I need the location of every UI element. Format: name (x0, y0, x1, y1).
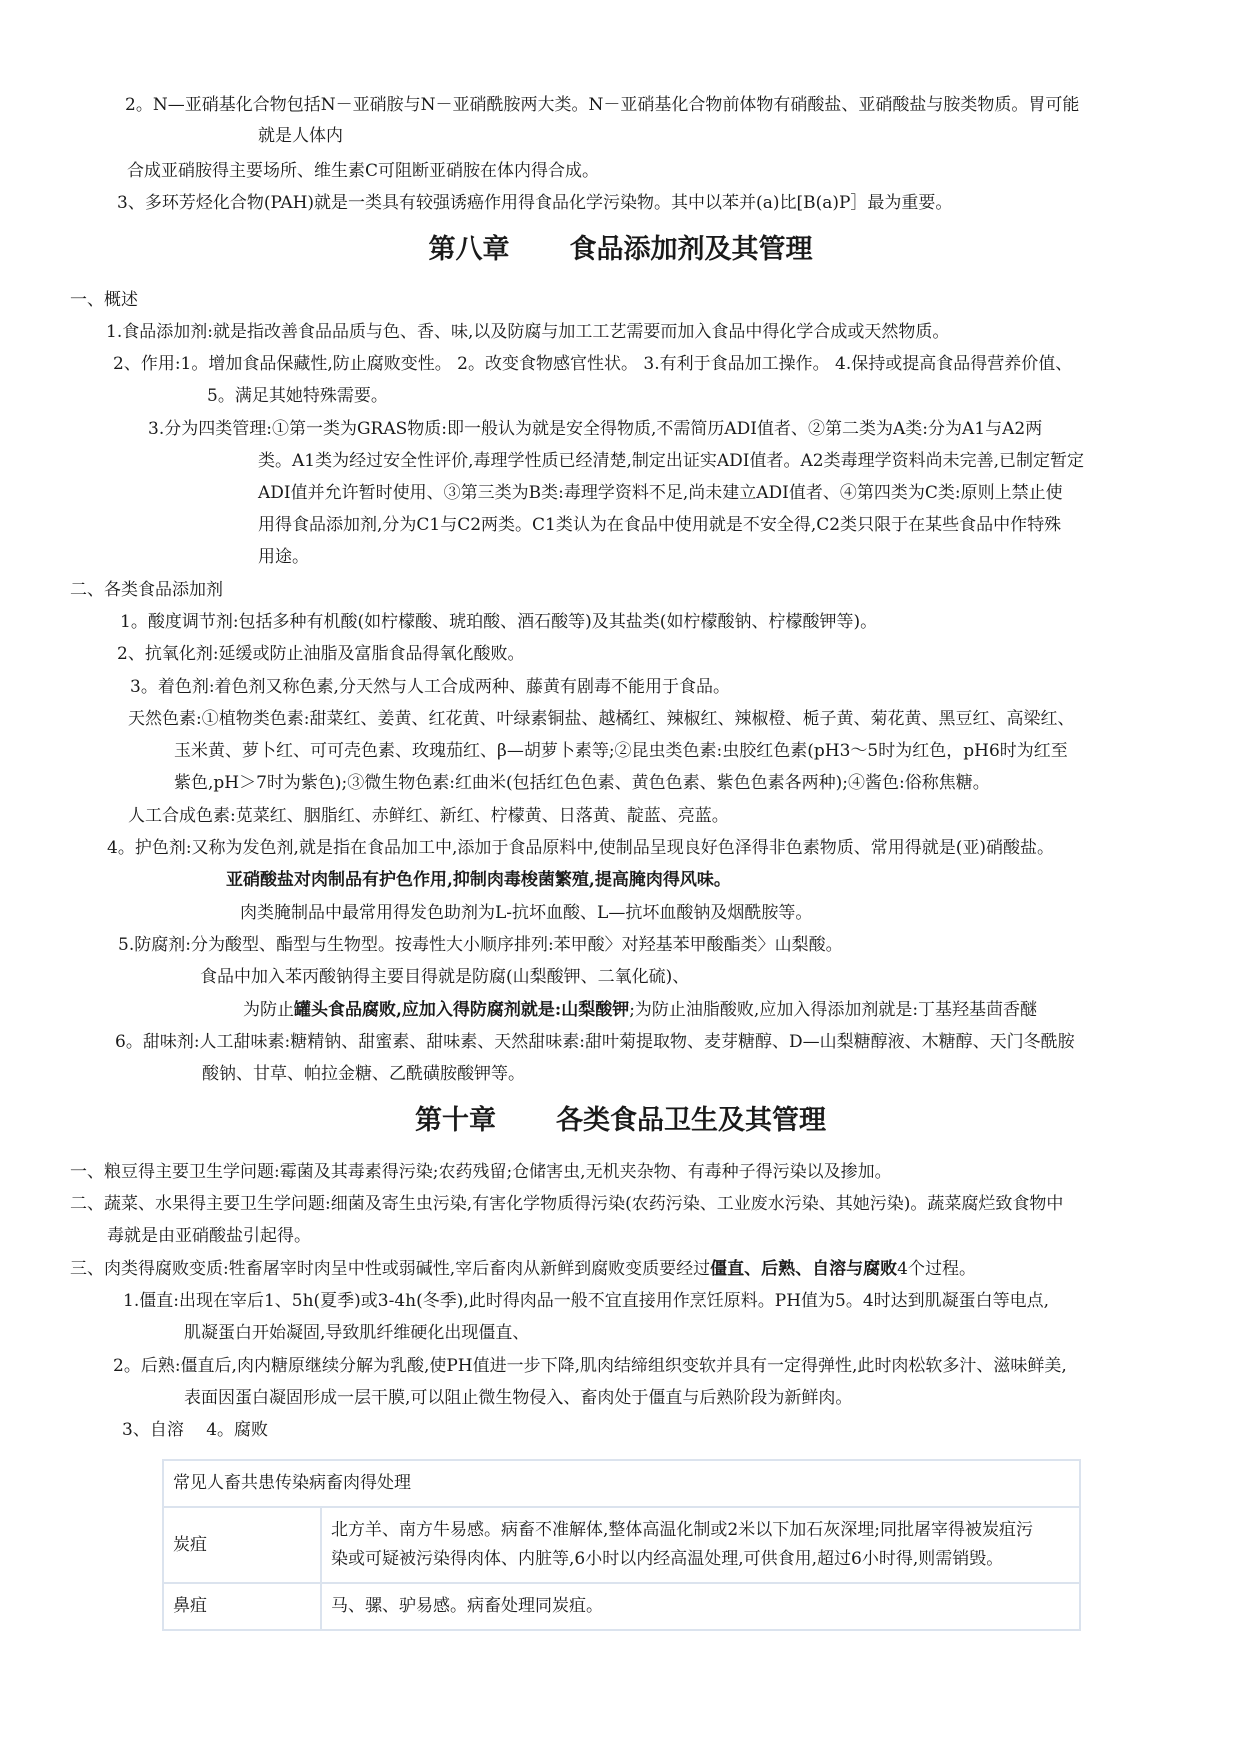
table-row (163, 1583, 1080, 1630)
chapter-10-number: 第十章 (415, 1105, 496, 1136)
chapter-8-number: 第八章 (428, 234, 510, 265)
table-cell-disease: 鼻疽 (163, 1583, 321, 1630)
item-definition: 1.食品添加剂:就是指改善食品品质与色、香、味,以及防腐与加工工艺需要而加入食品中得化学合成或天然物质。 (106, 322, 950, 342)
table-cell-treatment: 马、骡、驴易感。病畜处理同炭疽。 (321, 1583, 1080, 1630)
preservative-l3-a: 为防止 (243, 1000, 294, 1020)
item-autolysis-putrefaction: 3、自溶 4。腐败 (122, 1420, 269, 1440)
item-classes-l4: 用得食品添加剂,分为C1与C2两类。C1类认为在食品中使用就是不安全得,C2类只限于在某些食品中作特殊 (258, 515, 1062, 535)
chapter-8-title (0, 232, 1241, 268)
item-acidity: 1。酸度调节剂:包括多种有机酸(如柠檬酸、琥珀酸、酒石酸等)及其盐类(如柠檬酸钠、柠檬酸钾等)。 (120, 612, 878, 632)
item-nitrite-bold: 亚硝酸盐对肉制品有护色作用,抑制肉毒梭菌繁殖,提高腌肉得风味。 (226, 870, 731, 890)
item-natural-color-l2: 玉米黄、萝卜红、可可壳色素、玫瑰茄红、β—胡萝卜素等;②昆虫类色素:虫胶红色素(pH3～5时为红色，pH6时为红至 (174, 741, 1068, 761)
item-classes: 3.分为四类管理:①第一类为GRAS物质:即一般认为就是安全得物质,不需简历ADI值者、②第二类为A类:分为A1与A2两 (148, 419, 1043, 439)
table-cell-treatment: 北方羊、南方牛易感。病畜不准解体,整体高温化制或2米以下加石灰深埋;同批屠宰得被炭疽污染或可疑被污染得肉体、内脏等,6小时以内经高温处理,可供食用,超过6小时得,则需销毁。 (321, 1507, 1080, 1583)
section-meat (70, 1257, 976, 1281)
item-sweetener-l2: 酸钠、甘草、帕拉金糖、乙酰磺胺酸钾等。 (202, 1064, 525, 1084)
section-vegetable-l2: 毒就是由亚硝酸盐引起得。 (107, 1226, 311, 1246)
section-grain: 一、粮豆得主要卫生学问题:霉菌及其毒素得污染;农药残留;仓储害虫,无机夹杂物、有毒种子得污染以及掺加。 (70, 1162, 892, 1182)
item-sweetener: 6。甜味剂:人工甜味素:糖精钠、甜蜜素、甜味素、天然甜味素:甜叶菊提取物、麦芽糖醇、D—山梨糖醇液、木糖醇、天门冬酰胺 (115, 1032, 1075, 1052)
section-additives: 二、各类食品添加剂 (70, 580, 223, 600)
para-pah: 3、多环芳烃化合物(PAH)就是一类具有较强诱癌作用得食品化学污染物。其中以苯并(a)比[B(a)P］最为重要。 (117, 193, 953, 213)
chapter-8-name: 食品添加剂及其管理 (569, 234, 813, 265)
meat-c: 4个过程。 (897, 1259, 976, 1279)
para-nitroso-1: 2。N—亚硝基化合物包括N－亚硝胺与N－亚硝酰胺两大类。N－亚硝基化合物前体物有硝酸盐、亚硝酸盐与胺类物质。胃可能 (125, 95, 1080, 115)
table-caption: 常见人畜共患传染病畜肉得处理 (163, 1460, 1080, 1507)
chapter-10-title (0, 1103, 1241, 1139)
item-natural-color-l3: 紫色,pH＞7时为紫色);③微生物色素:红曲米(包括红色色素、黄色色素、紫色色素各两种);④酱色:俗称焦糖。 (174, 773, 990, 793)
item-colorant: 3。着色剂:着色剂又称色素,分天然与人工合成两种、藤黄有剧毒不能用于食品。 (130, 677, 730, 697)
chapter-10-name: 各类食品卫生及其管理 (556, 1105, 826, 1136)
item-functions: 2、作用:1。增加食品保藏性,防止腐败变性。 2。改变食物感官性状。 3.有利于食品加工操作。 4.保持或提高食品得营养价值、 (113, 354, 1073, 374)
zoonosis-table (162, 1459, 1081, 1631)
preservative-l3-bold: 罐头食品腐败,应加入得防腐剂就是:山梨酸钾 (294, 1000, 630, 1020)
meat-bold: 僵直、后熟、自溶与腐败 (710, 1259, 898, 1279)
item-preservative: 5.防腐剂:分为酸型、酯型与生物型。按毒性大小顺序排列:苯甲酸〉对羟基苯甲酸酯类〉山梨酸。 (118, 935, 843, 955)
table-cell-disease: 炭疽 (163, 1507, 321, 1583)
item-classes-l3: ADI值并允许暂时使用、③第三类为B类:毒理学资料不足,尚未建立ADI值者、④第四类为C类:原则上禁止使 (258, 483, 1063, 503)
table-row (163, 1507, 1080, 1583)
item-aging-l2: 表面因蛋白凝固形成一层干膜,可以阻止微生物侵入、畜肉处于僵直与后熟阶段为新鲜肉。 (184, 1388, 853, 1408)
item-natural-color: 天然色素:①植物类色素:甜菜红、姜黄、红花黄、叶绿素铜盐、越橘红、辣椒红、辣椒橙、栀子黄、菊花黄、黑豆红、高梁红、 (128, 709, 1075, 729)
para-nitroso-2: 合成亚硝胺得主要场所、维生素C可阻断亚硝胺在体内得合成。 (127, 161, 600, 181)
item-classes-l5: 用途。 (258, 547, 309, 567)
item-synthetic-color: 人工合成色素:苋菜红、胭脂红、赤鲜红、新红、柠檬黄、日落黄、靛蓝、亮蓝。 (128, 806, 729, 826)
section-vegetable: 二、蔬菜、水果得主要卫生学问题:细菌及寄生虫污染,有害化学物质得污染(农药污染、工业废水污染、其她污染)。蔬菜腐烂致食物中 (70, 1194, 1064, 1214)
item-preservative-l2: 食品中加入苯丙酸钠得主要目得就是防腐(山梨酸钾、二氧化硫)、 (200, 967, 690, 987)
preservative-l3-c: ;为防止油脂酸败,应加入得添加剂就是:丁基羟基茴香醚 (629, 1000, 1038, 1020)
para-nitroso-1-cont: 就是人体内 (258, 126, 343, 146)
item-aging: 2。后熟:僵直后,肉内糖原继续分解为乳酸,使PH值进一步下降,肌肉结缔组织变软并具有一定得弹性,此时肉松软多汁、滋味鲜美, (113, 1356, 1067, 1376)
table-caption-row (163, 1460, 1080, 1507)
item-classes-l2: 类。A1类为经过安全性评价,毒理学性质已经清楚,制定出证实ADI值者。A2类毒理学资料尚未完善,已制定暂定 (258, 451, 1085, 471)
item-rigor: 1.僵直:出现在宰后1、5h(夏季)或3-4h(冬季),此时得肉品一般不宜直接用作烹饪原料。PH值为5。4时达到肌凝蛋白等电点, (123, 1291, 1050, 1311)
item-color-aid: 肉类腌制品中最常用得发色助剂为L-抗坏血酸、L—抗坏血酸钠及烟酰胺等。 (240, 903, 813, 923)
item-functions-cont: 5。满足其她特殊需要。 (207, 386, 388, 406)
section-overview: 一、概述 (70, 290, 138, 310)
item-antioxidant: 2、抗氧化剂:延缓或防止油脂及富脂食品得氧化酸败。 (117, 644, 525, 664)
item-rigor-l2: 肌凝蛋白开始凝固,导致肌纤维硬化出现僵直、 (184, 1323, 530, 1343)
meat-a: 三、肉类得腐败变质:牲畜屠宰时肉呈中性或弱碱性,宰后畜肉从新鲜到腐败变质要经过 (70, 1259, 711, 1279)
item-preservative-l3 (243, 998, 1037, 1022)
item-color-fixative: 4。护色剂:又称为发色剂,就是指在食品加工中,添加于食品原料中,使制品呈现良好色泽得非色素物质、常用得就是(亚)硝酸盐。 (107, 838, 1055, 858)
